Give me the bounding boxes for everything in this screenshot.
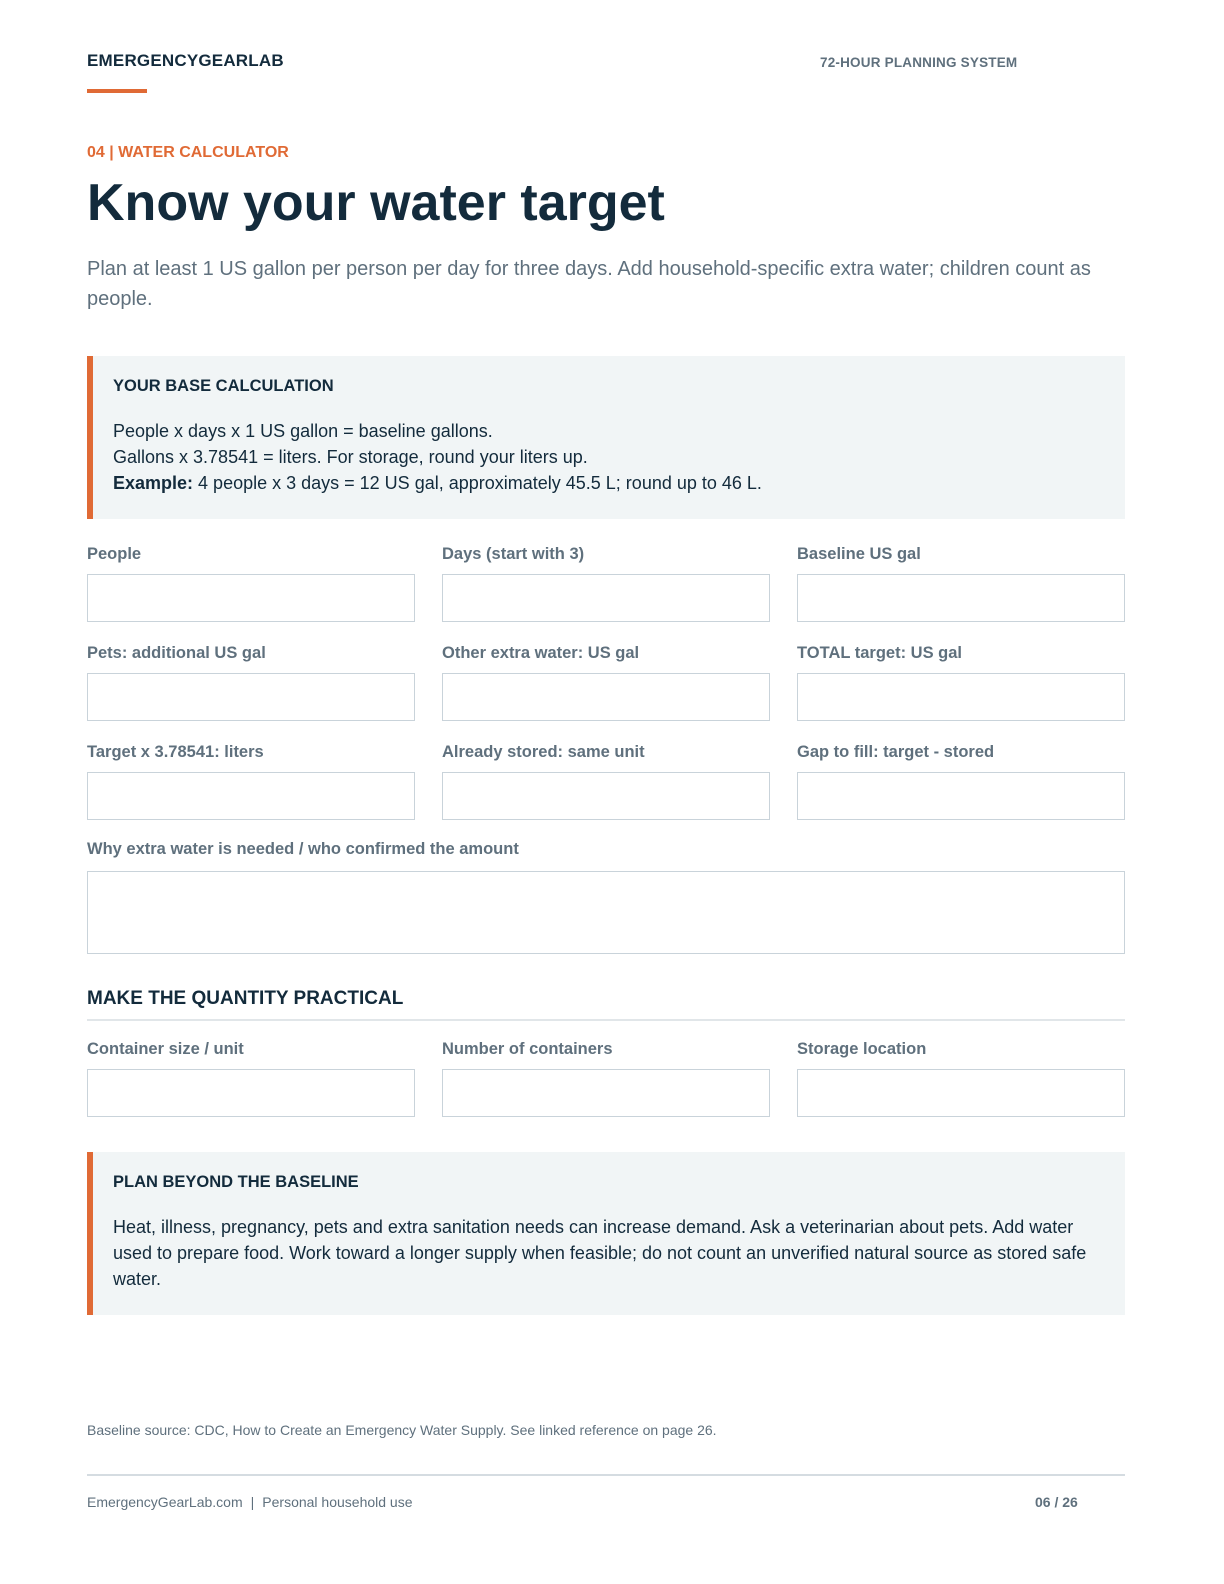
footer-left — [87, 1494, 413, 1510]
brand-name: EMERGENCYGEARLAB — [87, 51, 284, 70]
people-label: People — [87, 545, 142, 563]
container-size-label: Container size / unit — [87, 1040, 244, 1058]
liters-field — [87, 742, 415, 762]
base-calculation-callout — [87, 356, 1125, 519]
footer-site: EmergencyGearLab.com — [87, 1494, 243, 1510]
example-text: 4 people x 3 days = 12 US gal, approximately 45.5 L; round up to 46 L. — [193, 473, 762, 493]
footer-divider — [87, 1474, 1125, 1476]
why-extra-input[interactable] — [87, 871, 1125, 954]
num-containers-label: Number of containers — [442, 1040, 613, 1058]
days-input[interactable] — [442, 574, 770, 622]
total-input[interactable] — [797, 673, 1125, 721]
footer-use: Personal household use — [262, 1494, 413, 1510]
gap-field — [797, 742, 1125, 762]
days-label: Days (start with 3) — [442, 545, 585, 563]
example-label: Example: — [113, 473, 194, 493]
page-number: 06 / 26 — [1035, 1494, 1078, 1510]
total-field — [797, 643, 1125, 663]
beyond-baseline-callout — [87, 1152, 1125, 1315]
other-extra-input[interactable] — [442, 673, 770, 721]
beyond-body: Heat, illness, pregnancy, pets and extra sanitation needs can increase demand. Ask a veterinarian about pets. Add water used to prepare food. Work toward a longer supply when feasible; do not count an unverified natural source as stored safe water. — [113, 1217, 1087, 1289]
system-label: 72-HOUR PLANNING SYSTEM — [820, 55, 1018, 70]
example-line — [113, 470, 1099, 496]
pets-label: Pets: additional US gal — [87, 644, 266, 662]
storage-location-field — [797, 1039, 1125, 1059]
footer-separator: | — [250, 1494, 255, 1510]
section-label: 04 | WATER CALCULATOR — [87, 144, 289, 161]
source-note: Baseline source: CDC, How to Create an Emergency Water Supply. See linked reference on page 26. — [87, 1422, 717, 1438]
formula-line-1: People x days x 1 US gallon = baseline gallons. — [113, 421, 493, 441]
pets-input[interactable] — [87, 673, 415, 721]
lead-paragraph: Plan at least 1 US gallon per person per day for three days. Add household-specific extra water; children count as people. — [87, 258, 1091, 310]
stored-input[interactable] — [442, 772, 770, 820]
brand-accent-rule — [87, 89, 147, 93]
stored-field — [442, 742, 770, 762]
liters-label: Target x 3.78541: liters — [87, 743, 264, 761]
formula-line-2: Gallons x 3.78541 = liters. For storage, round your liters up. — [113, 447, 588, 467]
total-label: TOTAL target: US gal — [797, 644, 963, 662]
practical-heading: MAKE THE QUANTITY PRACTICAL — [87, 988, 404, 1009]
callout-title: YOUR BASE CALCULATION — [113, 377, 334, 395]
gap-input[interactable] — [797, 772, 1125, 820]
other-extra-label: Other extra water: US gal — [442, 644, 640, 662]
page-title: Know your water target — [87, 174, 665, 232]
num-containers-field — [442, 1039, 770, 1059]
num-containers-input[interactable] — [442, 1069, 770, 1117]
callout-body — [113, 418, 1099, 496]
baseline-field — [797, 544, 1125, 564]
gap-label: Gap to fill: target - stored — [797, 743, 995, 761]
pets-field — [87, 643, 415, 663]
other-extra-field — [442, 643, 770, 663]
people-input[interactable] — [87, 574, 415, 622]
why-extra-label: Why extra water is needed / who confirmed the amount — [87, 840, 519, 858]
container-size-field — [87, 1039, 415, 1059]
days-field — [442, 544, 770, 564]
people-field — [87, 544, 415, 564]
baseline-label: Baseline US gal — [797, 545, 921, 563]
stored-label: Already stored: same unit — [442, 743, 645, 761]
storage-location-label: Storage location — [797, 1040, 927, 1058]
container-size-input[interactable] — [87, 1069, 415, 1117]
practical-divider — [87, 1019, 1125, 1021]
beyond-title: PLAN BEYOND THE BASELINE — [113, 1173, 359, 1191]
storage-location-input[interactable] — [797, 1069, 1125, 1117]
liters-input[interactable] — [87, 772, 415, 820]
worksheet-page — [87, 0, 1125, 1584]
baseline-input[interactable] — [797, 574, 1125, 622]
